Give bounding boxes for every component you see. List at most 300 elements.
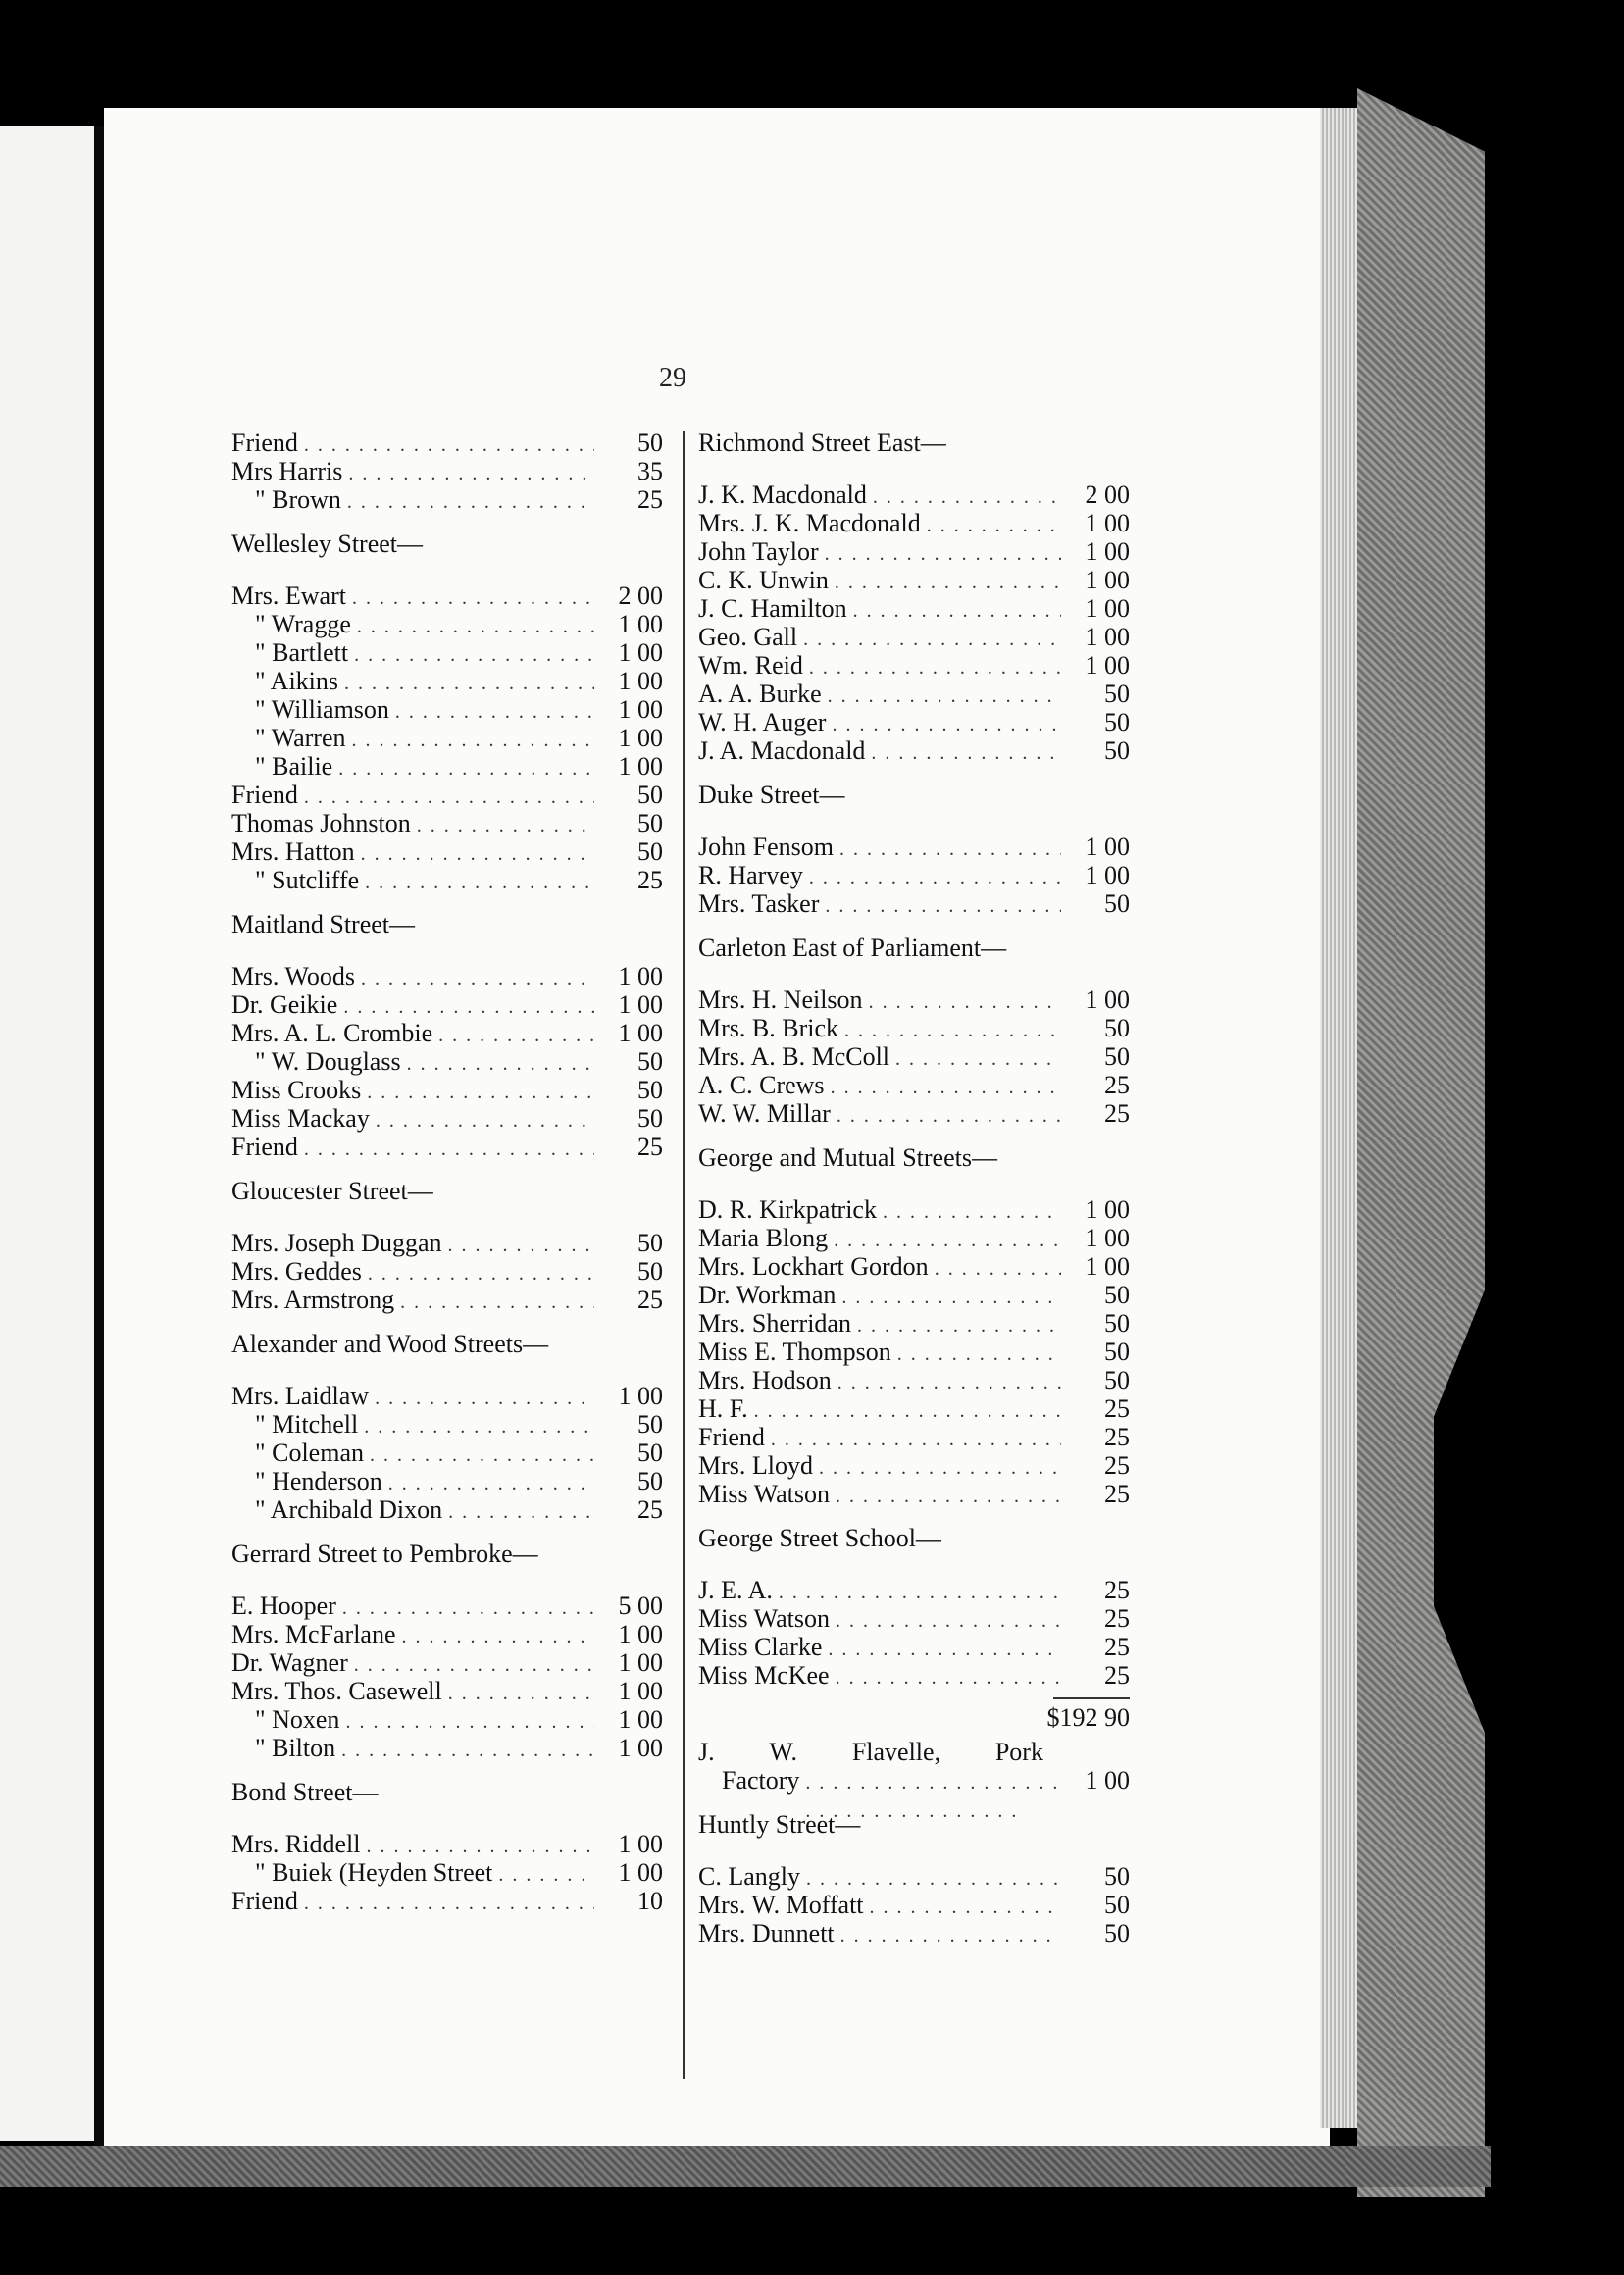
entry-row [231,1467,663,1495]
entry-amount: 50 [1104,1309,1130,1338]
entry-row [698,833,1130,861]
leader-dots [367,1079,594,1107]
leader-dots [438,1022,594,1050]
leader-dots [417,812,594,840]
entry-row [231,1830,663,1858]
flavelle-initial-j: J. [698,1738,715,1766]
leader-dots [836,1483,1061,1511]
leader-dots [368,1260,594,1289]
leader-dots [366,1833,594,1861]
entry-name: Miss E. Thompson [698,1338,891,1366]
entry-row [231,1104,663,1133]
leader-dots [348,460,594,488]
leader-dots [844,1017,1061,1045]
entry-amount: 25 [1104,1423,1130,1451]
entry-row [698,1891,1130,1919]
leader-dots [448,1680,594,1708]
entry-name: " Noxen [255,1705,340,1734]
flavelle-entry [698,1738,1130,1795]
left-column [231,429,663,1915]
entry-amount: 50 [637,1076,663,1104]
leader-dots [836,1664,1061,1693]
section-heading: Alexander and Wood Streets— [231,1330,549,1358]
entry-name: Dr. Geikie [231,990,338,1019]
entry-name: W. W. Millar [698,1099,831,1128]
entry-name: W. H. Auger [698,708,827,736]
leader-dots [831,1074,1061,1102]
entry-row [698,1604,1130,1633]
leader-dots [365,869,594,897]
entry-row [231,667,663,695]
entry-name: J. E. A. [698,1576,773,1604]
leader-dots [771,1426,1061,1454]
entry-amount: 25 [1104,1099,1130,1128]
entry-name: Friend [231,1133,298,1161]
entry-amount: 1 00 [618,752,663,781]
leader-dots [828,682,1061,711]
entry-name: Friend [231,1887,298,1915]
entry-name: Dr. Workman [698,1281,837,1309]
leader-dots [835,569,1061,597]
entry-row [231,1495,663,1524]
entry-row [698,1309,1130,1338]
leader-dots [402,1623,594,1651]
entry-amount: 1 00 [618,1830,663,1858]
entry-row [231,1286,663,1314]
entry-name: Mrs. Lockhart Gordon [698,1252,929,1281]
entry-amount: 50 [1104,680,1130,708]
entry-amount: 1 00 [1085,833,1130,861]
flavelle-amount: 1 00 [1085,1766,1130,1795]
entry-row [698,708,1130,736]
entry-row [231,695,663,724]
leader-dots [935,1255,1061,1284]
entry-name: Geo. Gall [698,623,798,651]
entry-row [698,1338,1130,1366]
leader-dots [895,1045,1061,1074]
leader-dots [873,483,1061,512]
leader-dots [304,1890,594,1918]
entry-row [698,1394,1130,1423]
entry-amount: 1 00 [618,610,663,638]
page-number: 29 [659,363,686,393]
leader-dots [840,1922,1061,1950]
cover-bottom [0,2146,1491,2187]
leader-dots [869,988,1061,1017]
leader-dots [841,1284,1061,1312]
entry-amount: 50 [1104,889,1130,918]
entry-amount: 50 [1104,1919,1130,1947]
entry-name: Mrs. Joseph Duggan [231,1229,442,1257]
entry-amount: 1 00 [1085,1195,1130,1224]
entry-amount: 50 [1104,1014,1130,1042]
section-heading: Gerrard Street to Pembroke— [231,1540,538,1568]
leader-dots [304,784,594,812]
leader-dots [754,1397,1061,1426]
entry-name: Mrs. Tasker [698,889,820,918]
entry-name: J. A. Macdonald [698,736,866,765]
entry-name: Thomas Johnston [231,809,411,837]
entry-row [231,1592,663,1620]
entry-name: Mrs. A. L. Crombie [231,1019,433,1047]
leader-dots [361,840,594,869]
leader-dots [883,1198,1061,1227]
entry-name: Mrs. Ewart [231,581,346,610]
section-heading: Wellesley Street— [231,530,424,558]
entry-amount: 1 00 [618,1382,663,1410]
page-edges [1320,108,1357,2128]
entry-name: " Bailie [255,752,333,781]
entry-amount: 25 [1104,1071,1130,1099]
leader-dots [837,1102,1061,1131]
leader-dots [809,654,1061,682]
entry-row [698,1480,1130,1508]
entry-amount: 1 00 [1085,537,1130,566]
entry-row [698,1661,1130,1690]
entry-name: J. C. Hamilton [698,594,847,623]
entry-name: " W. Douglass [255,1047,401,1076]
entry-amount: 5 00 [618,1592,663,1620]
leader-dots [834,1227,1061,1255]
leader-dots [388,1470,594,1498]
entry-name: Mrs. Armstrong [231,1286,395,1314]
entry-name: Mrs. Sherridan [698,1309,851,1338]
leader-dots [338,755,594,784]
entry-amount: 1 00 [618,667,663,695]
entry-amount: 1 00 [1085,594,1130,623]
entry-row [698,1071,1130,1099]
entry-name: E. Hooper [231,1592,336,1620]
entry-amount: 50 [637,1439,663,1467]
entry-name: A. A. Burke [698,680,822,708]
leader-dots [344,670,594,698]
entry-amount: 50 [1104,708,1130,736]
leader-dots [828,1636,1061,1664]
entry-name: " Bartlett [255,638,349,667]
leader-dots [498,1861,594,1890]
entry-row [698,651,1130,680]
entry-amount: 1 00 [618,638,663,667]
leader-dots [400,1289,594,1317]
entry-amount: 1 00 [618,724,663,752]
entry-amount: 25 [1104,1451,1130,1480]
leader-dots [837,1369,1061,1397]
entry-amount: 1 00 [1085,986,1130,1014]
entry-name: John Fensom [698,833,834,861]
entry-row [698,680,1130,708]
entry-amount: 1 00 [1085,509,1130,537]
section-heading: George and Mutual Streets— [698,1143,997,1172]
flavelle-name: Flavelle, [851,1738,941,1766]
entry-name: Mrs. Geddes [231,1257,362,1286]
entry-name: Mrs. Hodson [698,1366,832,1394]
entry-name: Miss Watson [698,1604,830,1633]
entry-amount: 1 00 [618,1858,663,1887]
leader-dots [819,1454,1061,1483]
section-heading: George Street School— [698,1524,941,1552]
entry-amount: 1 00 [618,962,663,990]
entry-amount: 50 [1104,1042,1130,1071]
entry-amount: 1 00 [618,1677,663,1705]
section-heading: Carleton East of Parliament— [698,934,1007,962]
book-cover [1357,88,1485,2197]
leader-dots [407,1050,594,1079]
entry-row [231,1858,663,1887]
column-divider [683,431,685,2079]
entry-amount: 25 [1104,1576,1130,1604]
leader-dots [809,864,1061,892]
entry-name: Miss Watson [698,1480,830,1508]
entry-row [231,1133,663,1161]
leader-dots [927,512,1061,540]
entry-name: Friend [698,1423,765,1451]
entry-row [698,509,1130,537]
leader-dots [870,1894,1061,1922]
entry-row [698,566,1130,594]
entry-row [698,1099,1130,1128]
entry-amount: 25 [1104,1661,1130,1690]
entry-amount: 25 [637,1286,663,1314]
entry-amount: 25 [637,1495,663,1524]
entry-row [231,581,663,610]
entry-name: Mrs. Dunnett [698,1919,835,1947]
entry-name: Mrs. McFarlane [231,1620,396,1648]
entry-amount: 25 [1104,1480,1130,1508]
entry-name: Mrs. Woods [231,962,356,990]
leader-dots [342,1594,594,1623]
entry-amount: 1 00 [1085,861,1130,889]
entry-row [231,1887,663,1915]
total-rule [1053,1697,1130,1699]
entry-row [698,537,1130,566]
entry-row [231,781,663,809]
entry-amount: 25 [637,866,663,894]
entry-name: Mrs. Thos. Casewell [231,1677,442,1705]
entry-name: C. K. Unwin [698,566,829,594]
entry-amount: 1 00 [1085,623,1130,651]
entry-row [231,1410,663,1439]
entry-row [231,638,663,667]
entry-row [231,610,663,638]
entry-row [231,1076,663,1104]
entry-name: " Brown [255,485,341,514]
entry-amount: 1 00 [1085,1224,1130,1252]
entry-name: " Sutcliffe [255,866,360,894]
entry-row [698,1042,1130,1071]
entry-row [231,724,663,752]
entry-name: Mrs. W. Moffatt [698,1891,864,1919]
entry-row [231,1677,663,1705]
entry-row [231,1620,663,1648]
entry-amount: 50 [637,809,663,837]
entry-name: " Buiek (Heyden Street [255,1858,493,1887]
entry-amount: 1 00 [618,1620,663,1648]
entry-name: H. F. [698,1394,748,1423]
leader-dots [376,1107,594,1136]
leader-dots [345,1708,594,1737]
entry-row [698,1919,1130,1947]
entry-amount: 25 [1104,1633,1130,1661]
entry-row [698,889,1130,918]
entry-name: " Bilton [255,1734,336,1762]
entry-name: Wm. Reid [698,651,803,680]
leader-dots [897,1340,1061,1369]
entry-name: Mrs. B. Brick [698,1014,838,1042]
entry-name: " Williamson [255,695,389,724]
entry-name: " Warren [255,724,346,752]
entry-amount: 50 [637,1257,663,1286]
leader-dots [857,1312,1061,1340]
section-heading: Gloucester Street— [231,1177,433,1205]
entry-amount: 1 00 [618,990,663,1019]
entry-name: Mrs. Hatton [231,837,355,866]
entry-name: " Wragge [255,610,351,638]
leader-dots [370,1441,594,1470]
flavelle-pork: Pork [994,1738,1043,1766]
leader-dots [825,892,1061,921]
entry-name: Mrs Harris [231,457,343,485]
entry-name: " Coleman [255,1439,364,1467]
entry-name: Mrs. H. Neilson [698,986,863,1014]
entry-amount: 35 [637,457,663,485]
entry-row [698,736,1130,765]
entry-amount: 50 [637,837,663,866]
entry-name: Mrs. Laidlaw [231,1382,370,1410]
entry-row [698,986,1130,1014]
leader-dots [832,711,1061,739]
entry-amount: 50 [1104,1338,1130,1366]
leader-dots [347,488,594,517]
entry-row [231,752,663,781]
entry-row [231,429,663,457]
leader-dots [352,727,595,755]
leader-dots [341,1737,594,1765]
entry-amount: 50 [1104,1366,1130,1394]
entry-name: Miss Crooks [231,1076,362,1104]
entry-name: Miss McKee [698,1661,830,1690]
entry-name: Friend [231,429,298,457]
flavelle-factory: Factory [722,1766,800,1795]
section-heading: Bond Street— [231,1778,379,1806]
entry-amount: 50 [637,429,663,457]
subtotal: $192 90 [1046,1703,1130,1732]
entry-amount: 50 [1104,736,1130,765]
leader-dots [871,739,1061,768]
entry-name: " Mitchell [255,1410,359,1439]
leader-dots [304,1136,594,1164]
entry-row [231,866,663,894]
leader-dots [357,613,594,641]
leader-dots [375,1385,594,1413]
entry-row [698,1014,1130,1042]
leader-dots [839,835,1061,864]
entry-name: Dr. Wagner [231,1648,348,1677]
entry-name: D. R. Kirkpatrick [698,1195,877,1224]
entry-row [698,1366,1130,1394]
leader-dots [354,641,594,670]
entry-amount: 1 00 [618,1648,663,1677]
entry-name: " Henderson [255,1467,382,1495]
entry-name: Maria Blong [698,1224,829,1252]
leader-dots [806,1865,1061,1894]
entry-row [698,480,1130,509]
entry-amount: 50 [1104,1281,1130,1309]
entry-name: Mrs. J. K. Macdonald [698,509,921,537]
entry-row [698,1423,1130,1451]
entry-row [231,457,663,485]
entry-row [231,809,663,837]
entry-name: John Taylor [698,537,819,566]
entry-row [231,485,663,514]
entry-name: " Aikins [255,667,339,695]
entry-amount: 50 [637,1104,663,1133]
entry-row [698,1224,1130,1252]
leader-dots [354,1651,594,1680]
entry-amount: 50 [637,1467,663,1495]
entry-name: Friend [231,781,298,809]
section-heading: Richmond Street East— [698,429,946,457]
entry-name: " Archibald Dixon [255,1495,443,1524]
section-heading: Huntly Street— [698,1810,861,1839]
leader-dots [343,993,594,1022]
entry-amount: 25 [637,485,663,514]
entry-name: Mrs. Riddell [231,1830,361,1858]
entry-row [231,1019,663,1047]
flavelle-initial-w: W. [769,1738,798,1766]
entry-row [698,861,1130,889]
entry-row [698,623,1130,651]
leader-dots [825,540,1061,569]
leader-dots [836,1607,1061,1636]
entry-row [698,1576,1130,1604]
right-column [698,429,1130,1947]
entry-row [698,1252,1130,1281]
entry-row [231,1257,663,1286]
leader-dots [361,965,594,993]
entry-row [231,1439,663,1467]
entry-amount: 1 00 [618,1705,663,1734]
entry-name: J. K. Macdonald [698,480,867,509]
entry-name: A. C. Crews [698,1071,825,1099]
leader-dots [853,597,1061,626]
entry-name: Mrs. A. B. McColl [698,1042,890,1071]
entry-amount: 1 00 [618,1734,663,1762]
entry-row [698,1195,1130,1224]
entry-amount: 25 [637,1133,663,1161]
entry-amount: 50 [637,1229,663,1257]
entry-amount: 2 00 [1085,480,1130,509]
entry-amount: 1 00 [1085,1252,1130,1281]
entry-row [231,1382,663,1410]
entry-row [231,1648,663,1677]
leader-dots [395,698,594,727]
entry-amount: 50 [637,1047,663,1076]
section-heading: Duke Street— [698,781,845,809]
entry-amount: 1 00 [618,1019,663,1047]
entry-amount: 50 [1104,1862,1130,1891]
leader-dots [779,1579,1061,1607]
entry-row [231,962,663,990]
entry-amount: 1 00 [1085,566,1130,594]
entry-amount: 50 [637,1410,663,1439]
entry-amount: 25 [1104,1394,1130,1423]
entry-amount: 25 [1104,1604,1130,1633]
leader-dots [448,1498,594,1527]
entry-row [231,837,663,866]
entry-row [231,990,663,1019]
entry-row [698,1281,1130,1309]
entry-row [698,1633,1130,1661]
